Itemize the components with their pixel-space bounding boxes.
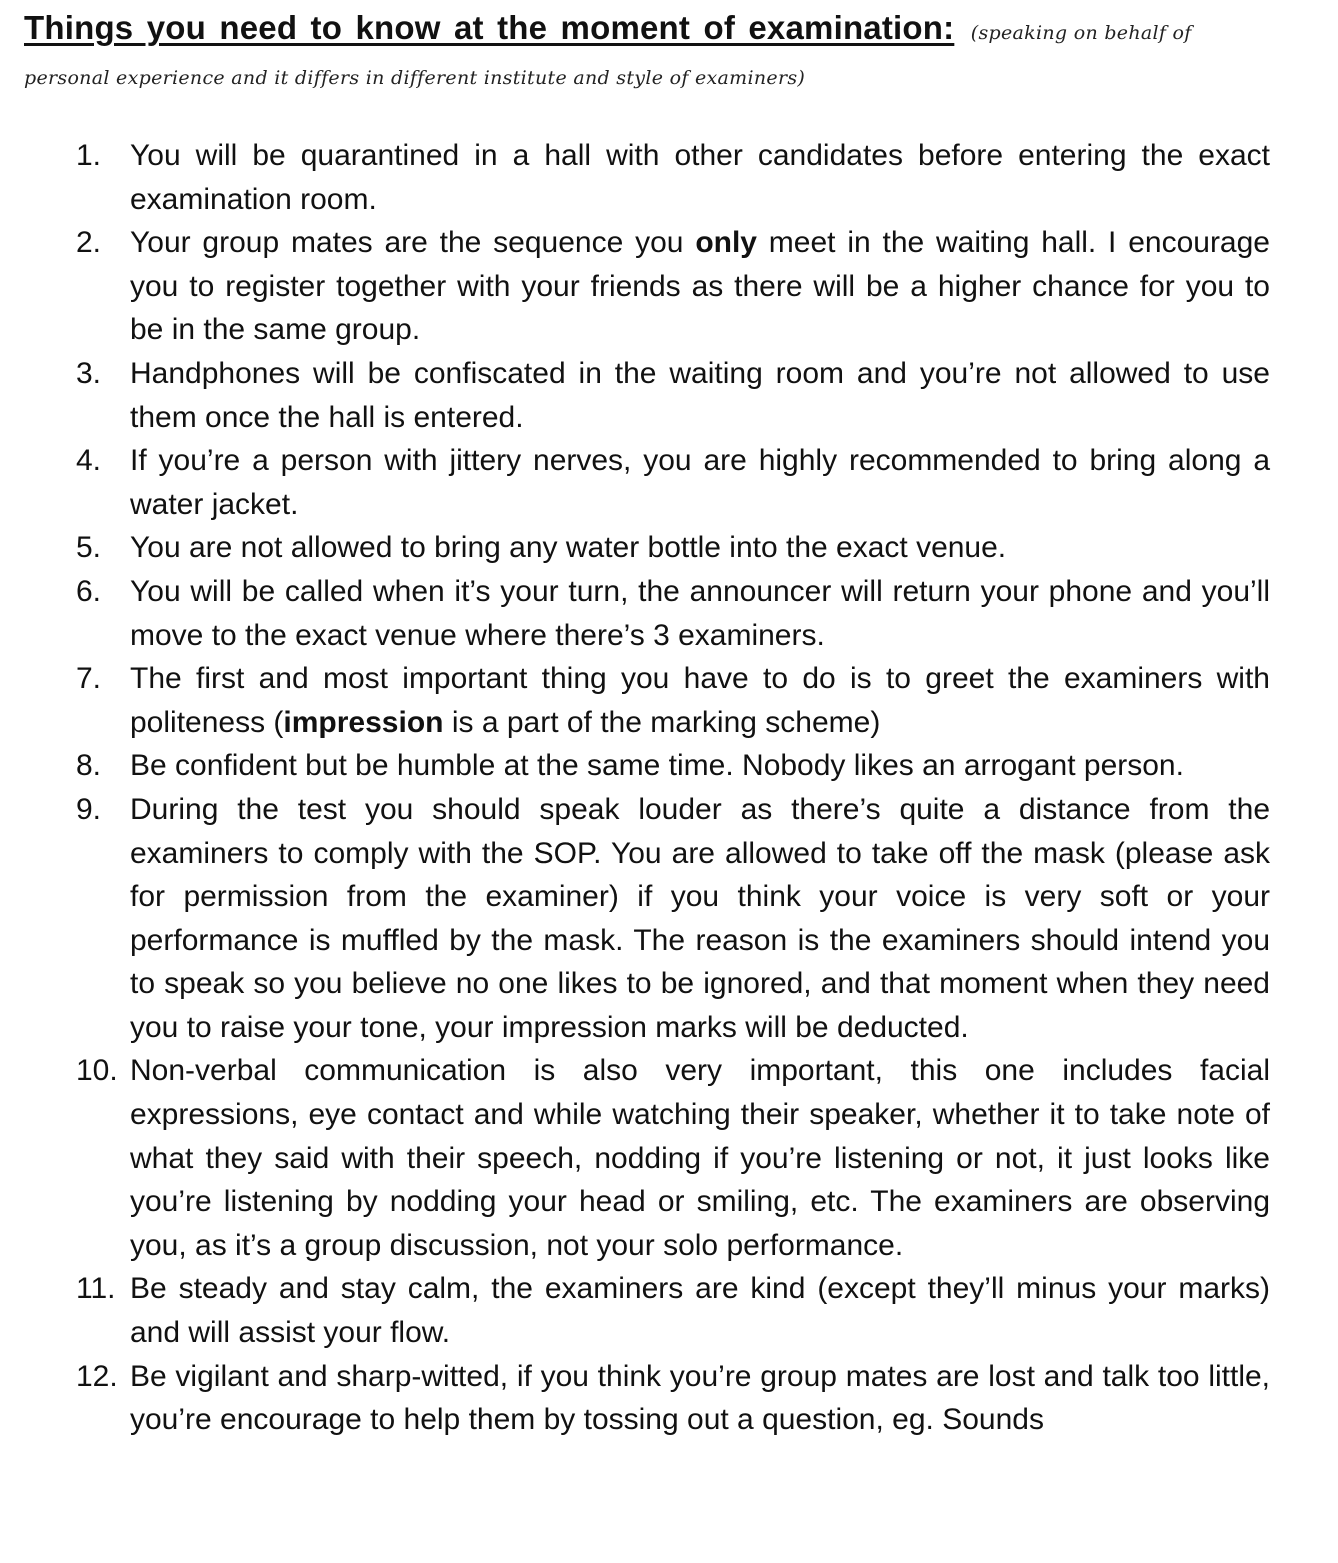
text-segment: You are not allowed to bring any water bottle into the exact venue. <box>130 531 1007 565</box>
header <box>24 8 1294 93</box>
numbered-list <box>76 134 1270 1442</box>
list-item <box>76 744 1270 788</box>
list-item-number: 4. <box>76 444 102 478</box>
list-item-text <box>130 657 1270 744</box>
list-item <box>76 1049 1270 1267</box>
list-item <box>76 1267 1270 1354</box>
list-item-text <box>130 221 1270 352</box>
list-item-number: 10. <box>76 1054 118 1088</box>
list-item <box>76 221 1270 352</box>
text-segment: Your group mates are the sequence you <box>130 226 696 260</box>
text-segment: Be steady and stay calm, the examiners are kind (except they’ll minus your marks) and will assist your flow. <box>130 1272 1270 1350</box>
list-item-text <box>130 744 1270 788</box>
list-item-text <box>130 439 1270 526</box>
text-segment: You will be quarantined in a hall with other candidates before entering the exact examination room. <box>130 139 1270 216</box>
title-note-part1: (speaking on behalf of <box>970 22 1192 44</box>
title-note-part2: personal experience and it differs in different institute and style of examiners) <box>24 67 806 89</box>
list-item <box>76 134 1270 221</box>
text-segment: Be vigilant and sharp-witted, if you think you’re group mates are lost and talk too little, you’re encourage to help them by tossing out a question, eg. Sounds <box>130 1359 1270 1437</box>
list-item-text <box>130 134 1270 221</box>
list-item-number: 11. <box>76 1272 116 1306</box>
page-title: Things you need to know at the moment of examination: <box>24 9 955 46</box>
list-item <box>76 657 1270 744</box>
list-item-text <box>130 1267 1270 1354</box>
list-item-number: 3. <box>76 356 102 390</box>
text-segment: Non-verbal communication is also very important, this one includes facial expressions, eye contact and while watching their speaker, whether it to take note of what they said with their speech, nodding if you’re listening or not, it just looks like you’re listening by nodding your head or smiling, etc. The examiners are observing you, as it’s a group discussion, not your solo performance. <box>130 1054 1270 1262</box>
list-item-number: 5. <box>76 531 102 565</box>
list-item-text <box>130 1049 1270 1267</box>
list-item <box>76 439 1270 526</box>
list-item-number: 1. <box>76 139 102 172</box>
list-item-number: 7. <box>76 662 102 696</box>
text-segment: You will be called when it’s your turn, the announcer will return your phone and you’ll move to the exact venue where there’s 3 examiners. <box>130 574 1270 652</box>
list-item <box>76 526 1270 570</box>
list-item <box>76 788 1270 1050</box>
list-item-number: 2. <box>76 226 102 260</box>
text-segment: If you’re a person with jittery nerves, you are highly recommended to bring along a water jacket. <box>130 444 1270 521</box>
text-segment: Handphones will be confiscated in the waiting room and you’re not allowed to use them once the hall is entered. <box>130 356 1270 434</box>
list-item-text <box>130 352 1270 439</box>
emphasis-text: only <box>695 226 757 260</box>
title-line <box>24 8 1294 55</box>
text-segment: Be confident but be humble at the same time. Nobody likes an arrogant person. <box>130 749 1184 783</box>
text-segment: is a part of the marking scheme) <box>443 705 881 739</box>
list-item-text <box>130 570 1270 657</box>
list-item-text <box>130 788 1270 1050</box>
emphasis-text: impression <box>283 705 444 739</box>
list-item-number: 9. <box>76 792 102 826</box>
list-item <box>76 570 1270 657</box>
list-item <box>76 1355 1270 1442</box>
list-item-text <box>130 1355 1270 1442</box>
list-item-number: 12. <box>76 1359 118 1393</box>
list-item <box>76 352 1270 439</box>
text-segment: meet in the waiting hall. I encourage you to register together with your friends as there will be a higher chance for you to be in the same group. <box>130 226 1270 347</box>
list-item-text <box>130 526 1270 570</box>
text-segment: During the test you should speak louder as there’s quite a distance from the examiners to comply with the SOP. You are allowed to take off the mask (please ask for permission from the examiner) if you think your voice is very soft or your performance is muffled by the mask. The reason is the examiners should intend you to speak so you believe no one likes to be ignored, and that moment when they need you to raise your tone, your impression marks will be deducted. <box>130 792 1270 1044</box>
list-item-number: 8. <box>76 749 102 783</box>
list-item-number: 6. <box>76 574 102 608</box>
text-segment: The first and most important thing you have to do is to greet the examiners with politeness ( <box>130 662 1270 739</box>
